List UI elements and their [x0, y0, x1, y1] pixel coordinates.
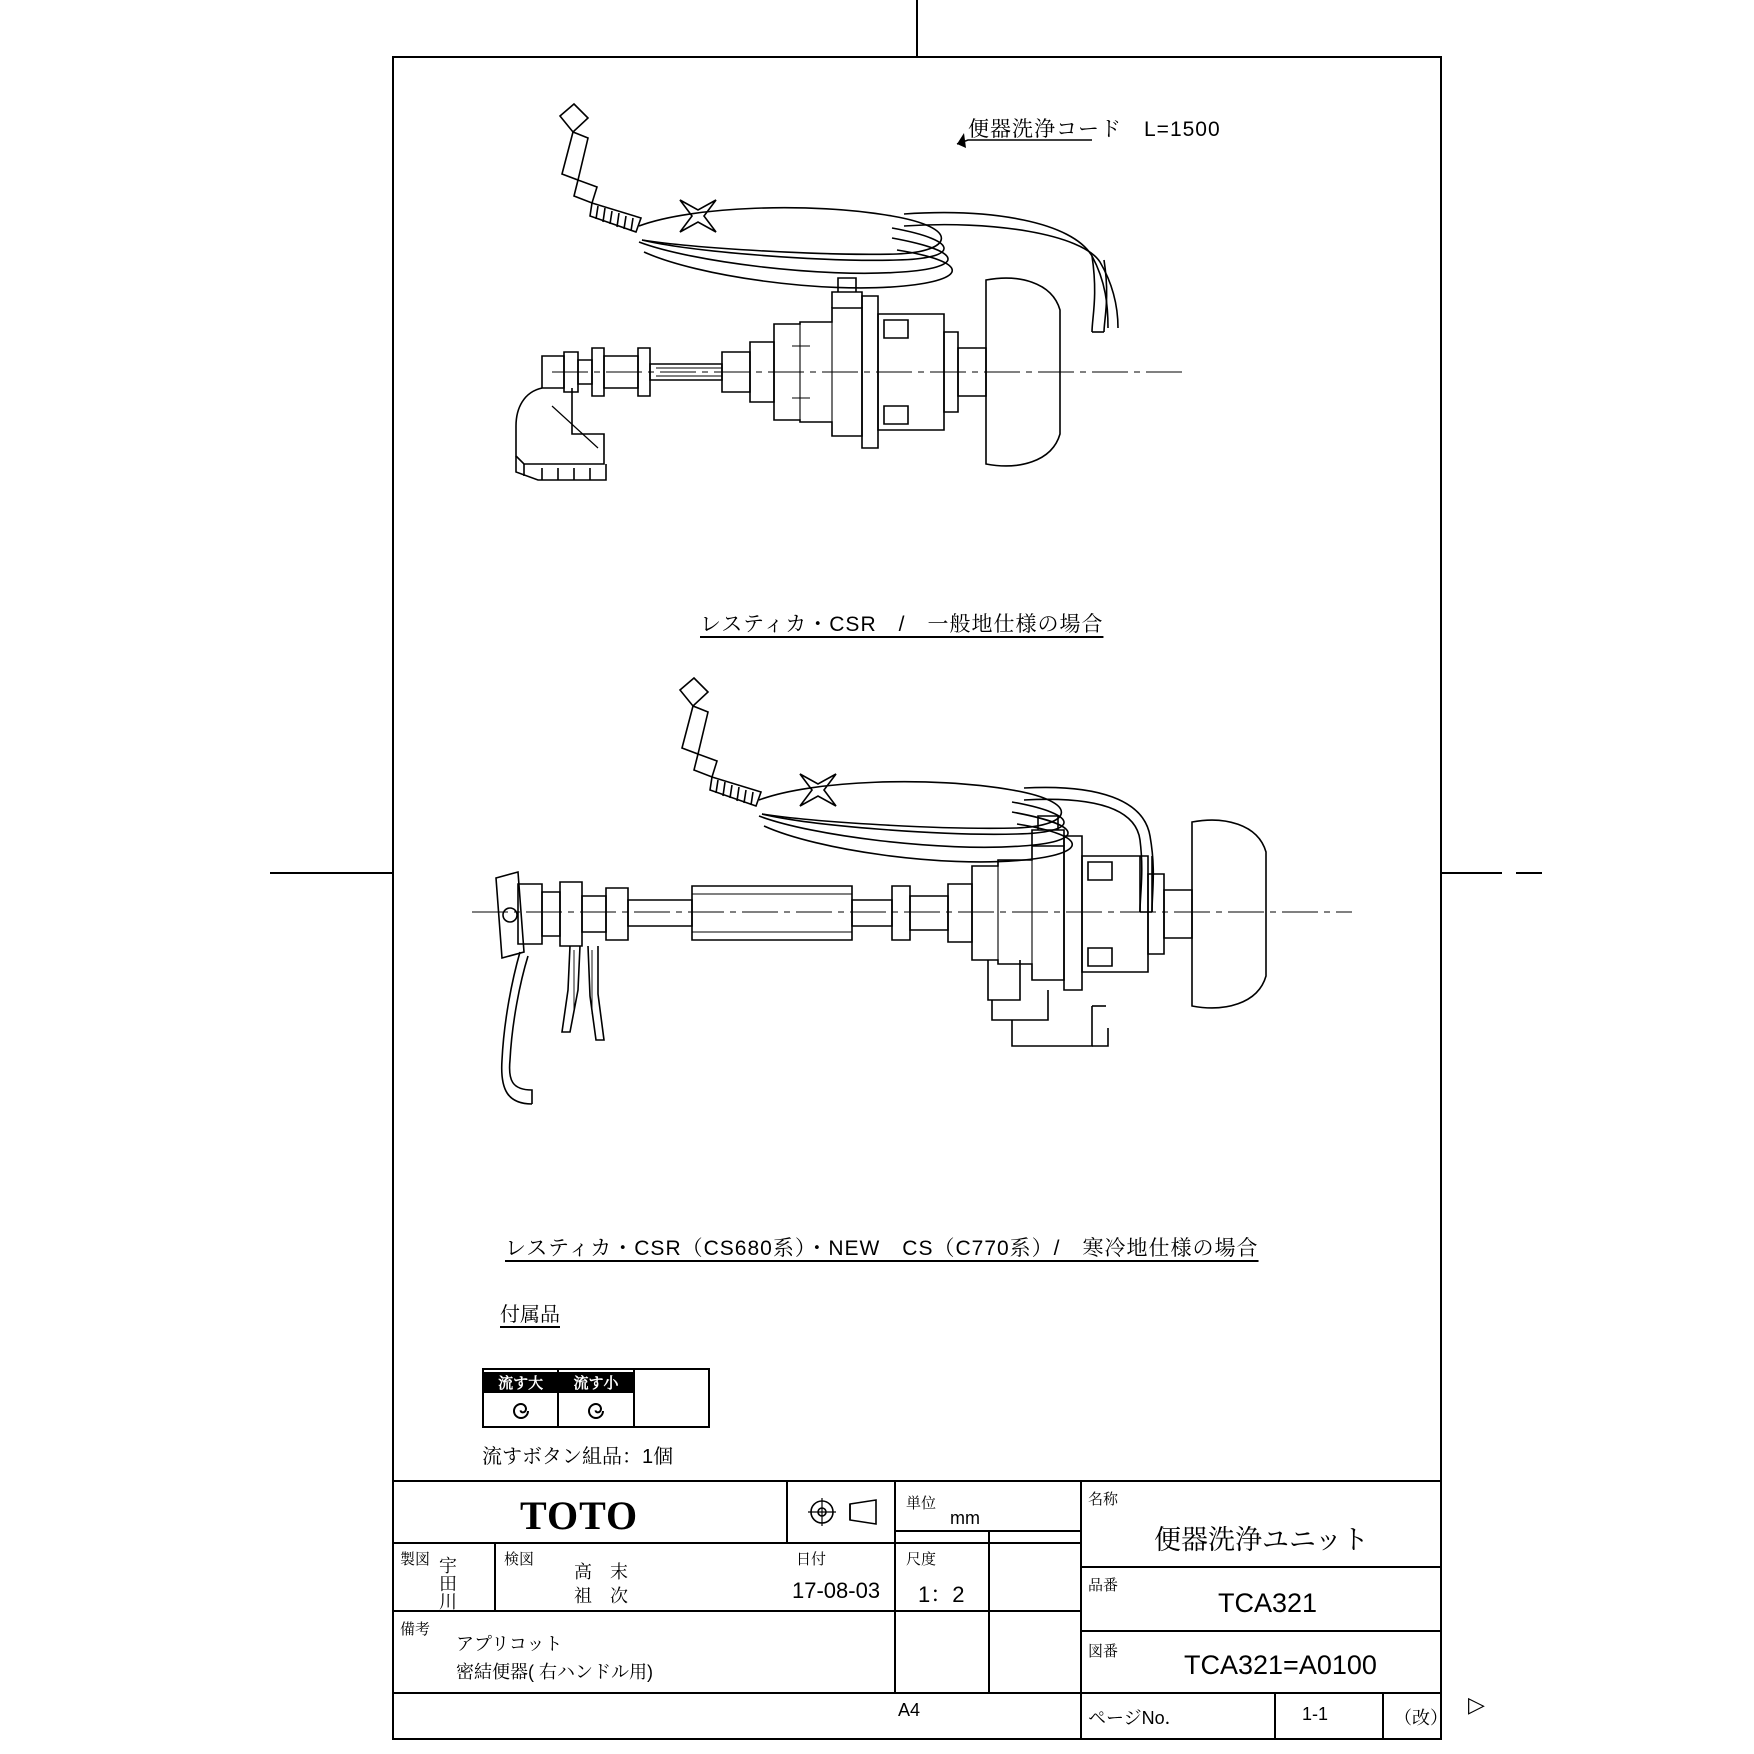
revision-value: （改） — [1394, 1708, 1448, 1728]
remarks-line-1: アプリコット — [456, 1634, 563, 1654]
tb-vline-8 — [1382, 1692, 1384, 1738]
product-label: 品番 — [1088, 1577, 1119, 1594]
center-mark-left — [270, 872, 392, 874]
drawn-value: 宇田川 — [437, 1556, 457, 1610]
tb-vline-7 — [1274, 1692, 1276, 1738]
tb-vline-1 — [894, 1482, 896, 1692]
swirl-icon-large — [508, 1398, 534, 1424]
projection-symbol-icon — [804, 1490, 884, 1534]
product-value: TCA321 — [1218, 1588, 1318, 1618]
caption-bottom: レスティカ・CSR（CS680系）・NEW CS（C770系）/ 寒冷地仕様の場合 — [505, 1237, 1259, 1260]
tb-rule-3 — [394, 1692, 1440, 1694]
drawing-value: TCA321=A0100 — [1184, 1650, 1377, 1680]
swirl-icon-small — [583, 1398, 609, 1424]
flush-small-label: 流す小 — [559, 1372, 632, 1393]
unit-value: mm — [950, 1508, 980, 1528]
tb-rule-2 — [394, 1610, 894, 1612]
page-direction-marker: ▷ — [1468, 1692, 1485, 1717]
assembly-drawing-cold — [392, 660, 1442, 1280]
tb-vline-2 — [988, 1530, 990, 1692]
tb-rule-4 — [894, 1610, 1080, 1612]
flush-button-assembly — [482, 1368, 710, 1428]
flush-button-small — [559, 1370, 634, 1426]
tb-vline-5 — [786, 1482, 788, 1542]
drawn-label: 製図 — [400, 1551, 431, 1568]
remarks-label: 備考 — [400, 1621, 431, 1638]
checked-value-1: 高 末 — [574, 1562, 628, 1582]
scale-label: 尺度 — [906, 1551, 937, 1568]
tb-rule-name — [1080, 1566, 1440, 1568]
center-mark-right-outer — [1516, 872, 1542, 874]
flush-large-label: 流す大 — [484, 1372, 557, 1393]
brand-logo: TOTO — [520, 1493, 639, 1538]
flush-button-large — [484, 1370, 559, 1426]
scale-value: 1：2 — [918, 1582, 965, 1607]
accessory-note: 流すボタン組品：1個 — [482, 1446, 674, 1468]
name-value: 便器洗浄ユニット — [1154, 1525, 1369, 1555]
unit-label: 単位 — [906, 1495, 937, 1512]
date-label: 日付 — [796, 1551, 827, 1568]
checked-value-2: 祖 次 — [574, 1586, 628, 1606]
center-mark-top — [916, 0, 918, 56]
name-label: 名称 — [1088, 1491, 1119, 1508]
sheet-size-label: A4 — [898, 1700, 921, 1720]
accessory-title: 付属品 — [500, 1304, 560, 1326]
flush-button-blank — [635, 1370, 708, 1426]
date-value: 17-08-03 — [792, 1578, 881, 1603]
tb-rule-1 — [394, 1542, 894, 1544]
tb-rule-5 — [894, 1542, 1080, 1544]
page-label: ページNo． — [1088, 1708, 1183, 1728]
checked-label: 検図 — [504, 1551, 535, 1568]
cord-label: 便器洗浄コード L=1500 — [968, 118, 1221, 141]
caption-top: レスティカ・CSR / 一般地仕様の場合 — [700, 613, 1104, 636]
center-mark-right — [1442, 872, 1502, 874]
page-value: 1-1 — [1302, 1704, 1329, 1724]
drawing-label: 図番 — [1088, 1643, 1119, 1660]
tb-rule-product — [1080, 1630, 1440, 1632]
remarks-line-2: 密結便器( 右ハンドル用) — [456, 1662, 653, 1682]
tb-vline-6 — [1080, 1692, 1082, 1738]
tb-vline-4 — [494, 1542, 496, 1610]
tb-rule-unit — [894, 1530, 1080, 1532]
